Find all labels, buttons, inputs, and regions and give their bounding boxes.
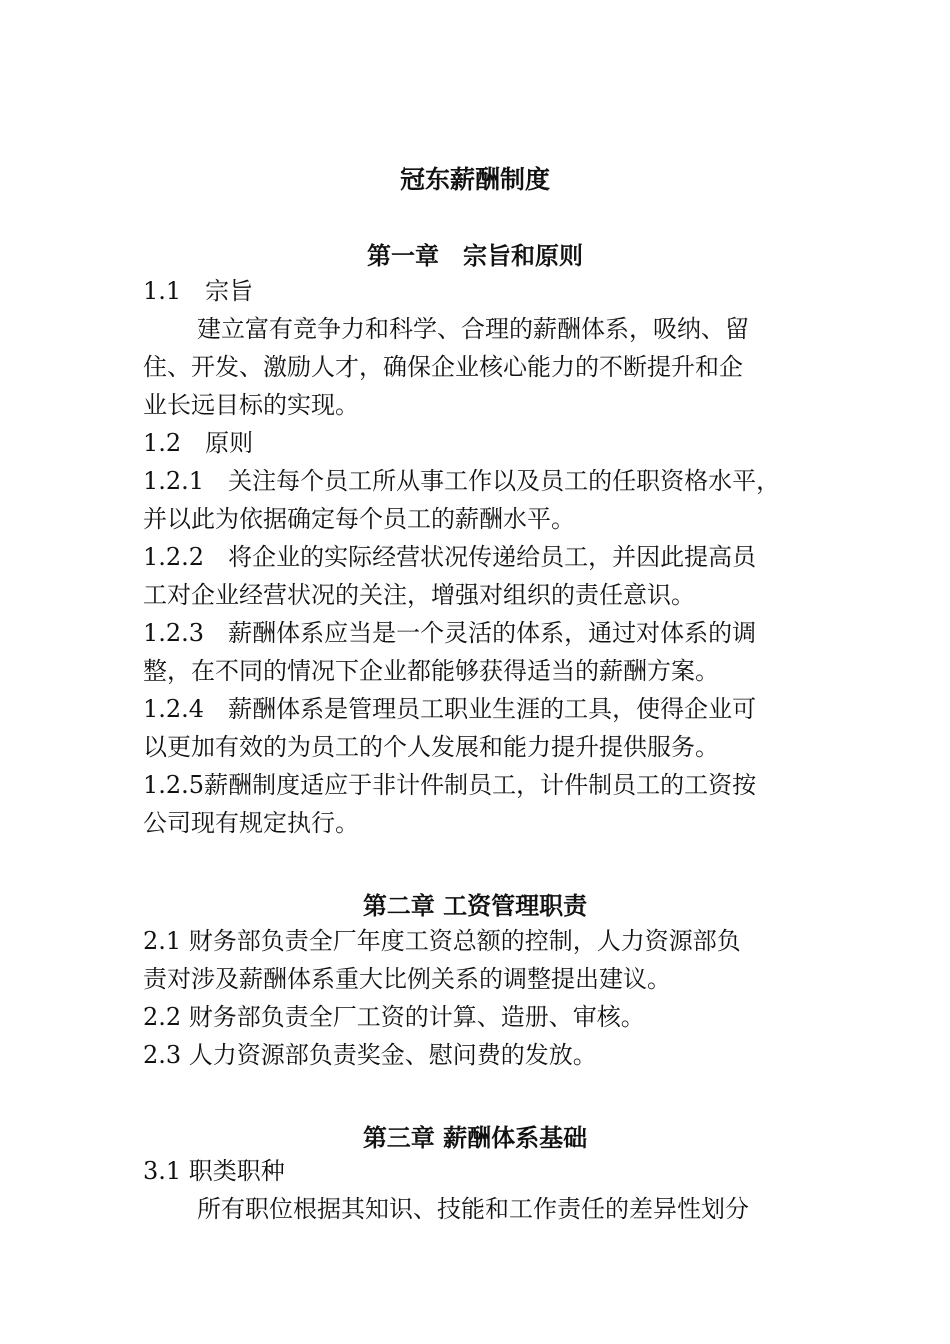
paragraph-line: 以更加有效的为员工的个人发展和能力提升提供服务。 xyxy=(143,733,719,761)
paragraph-line: 公司现有规定执行。 xyxy=(143,809,359,837)
paragraph-line: 1.2.3 薪酬体系应当是一个灵活的体系，通过对体系的调 xyxy=(143,619,757,647)
paragraph-line: 整，在不同的情况下企业都能够获得适当的薪酬方案。 xyxy=(143,657,719,685)
paragraph-line: 所有职位根据其知识、技能和工作责任的差异性划分 xyxy=(197,1195,749,1223)
section-3-1-heading: 3.1 职类职种 xyxy=(143,1157,285,1185)
paragraph-line: 1.2.1 关注每个员工所从事工作以及员工的任职资格水平， xyxy=(143,467,781,495)
chapter-3-body xyxy=(143,1152,813,1228)
section-1-1-heading: 1.1 宗旨 xyxy=(143,277,254,305)
paragraph-line: 并以此为依据确定每个员工的薪酬水平。 xyxy=(143,505,575,533)
chapter-1-body xyxy=(143,272,813,842)
section-1-2-heading: 1.2 原则 xyxy=(143,429,254,457)
document-title: 冠东薪酬制度 xyxy=(399,165,550,194)
chapter-3-heading: 第三章 薪酬体系基础 xyxy=(362,1124,588,1152)
chapter-2-body xyxy=(143,922,813,1074)
paragraph-line: 责对涉及薪酬体系重大比例关系的调整提出建议。 xyxy=(143,965,671,993)
paragraph-line: 2.3 人力资源部负责奖金、慰问费的发放。 xyxy=(143,1041,597,1069)
paragraph-line: 1.2.4 薪酬体系是管理员工职业生涯的工具，使得企业可 xyxy=(143,695,757,723)
paragraph-line: 住、开发、激励人才，确保企业核心能力的不断提升和企 xyxy=(143,353,743,381)
paragraph-line: 建立富有竞争力和科学、合理的薪酬体系，吸纳、留 xyxy=(197,315,749,343)
paragraph-line: 2.1 财务部负责全厂年度工资总额的控制，人力资源部负 xyxy=(143,927,741,955)
chapter-2-heading: 第二章 工资管理职责 xyxy=(362,892,588,920)
paragraph-line: 工对企业经营状况的关注，增强对组织的责任意识。 xyxy=(143,581,695,609)
paragraph-line: 2.2 财务部负责全厂工资的计算、造册、审核。 xyxy=(143,1003,645,1031)
paragraph-line: 业长远目标的实现。 xyxy=(143,391,359,419)
paragraph-line: 1.2.5薪酬制度适应于非计件制员工，计件制员工的工资按 xyxy=(143,771,757,799)
chapter-1-heading: 第一章 宗旨和原则 xyxy=(367,242,583,270)
paragraph-line: 1.2.2 将企业的实际经营状况传递给员工，并因此提高员 xyxy=(143,543,757,571)
